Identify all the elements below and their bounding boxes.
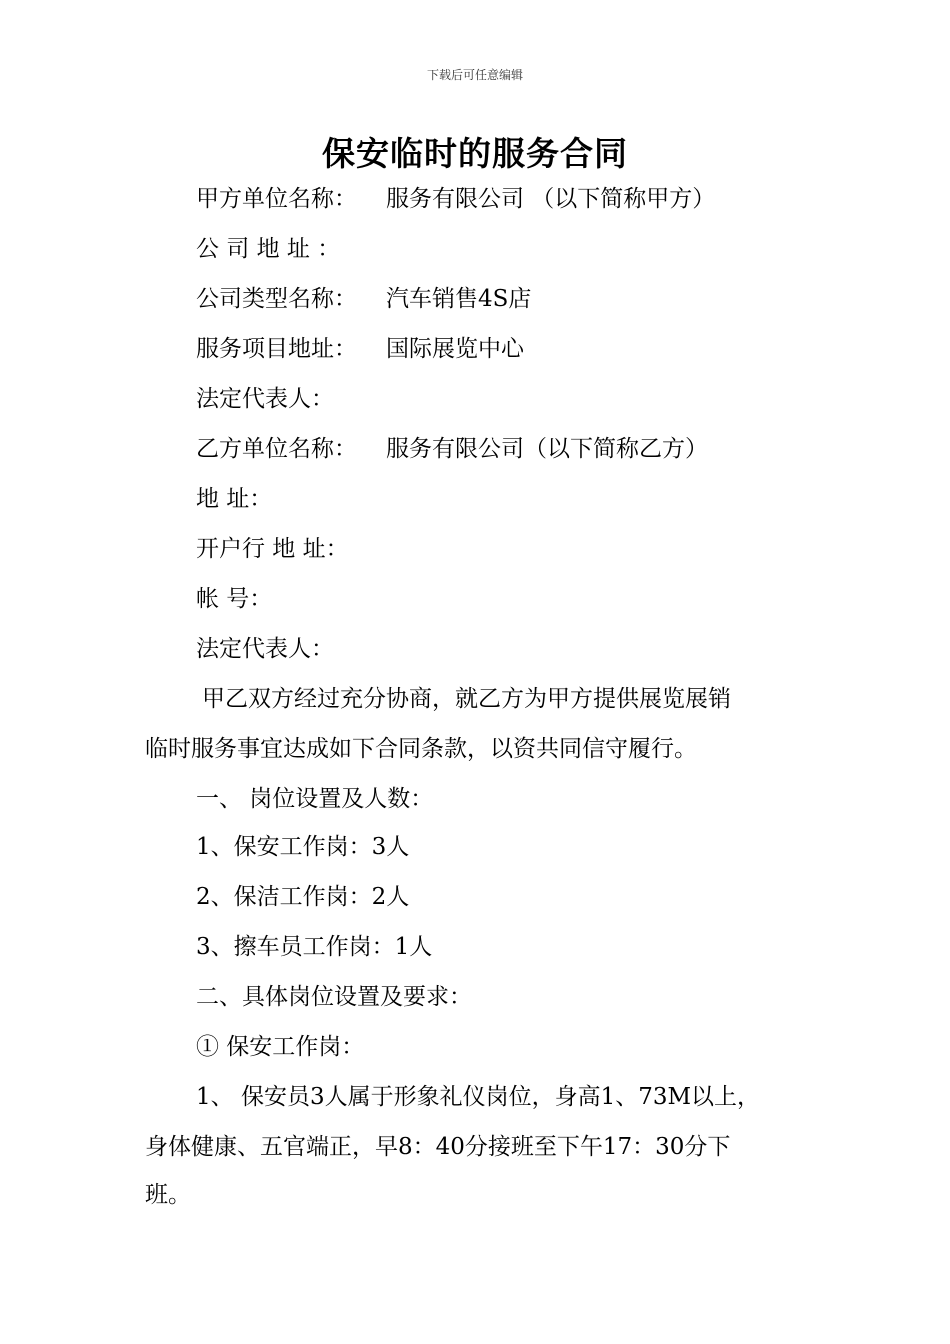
section-2-sub-heading: ① 保安工作岗： bbox=[196, 1034, 365, 1060]
party-b-account-row bbox=[196, 584, 272, 614]
party-a-legal-rep-label: 法定代表人： bbox=[196, 386, 334, 412]
party-a-name-row bbox=[196, 184, 715, 214]
section-1-item-3: 3、擦车员工作岗：1人 bbox=[196, 934, 433, 960]
party-a-name-label: 甲方单位名称： bbox=[196, 186, 357, 212]
party-b-legal-rep-row bbox=[196, 634, 334, 664]
party-a-name-value: 服务有限公司 （以下简称甲方） bbox=[386, 186, 716, 212]
party-a-type-value: 汽车销售4S店 bbox=[386, 286, 532, 312]
section-1-heading: 一、 岗位设置及人数： bbox=[196, 786, 434, 812]
party-a-project-address-row bbox=[196, 334, 524, 364]
party-b-name-row bbox=[196, 434, 708, 464]
section-2-paragraph-line-1: 1、 保安员3人属于形象礼仪岗位，身高1、73M以上， bbox=[196, 1084, 761, 1110]
party-b-name-label: 乙方单位名称： bbox=[196, 436, 357, 462]
section-2-paragraph-line-2: 身体健康、五官端正，早8：40分接班至下午17：30分下 bbox=[145, 1134, 731, 1160]
party-b-address-label: 地 址： bbox=[196, 486, 273, 512]
section-2-heading: 二、具体岗位设置及要求： bbox=[196, 984, 472, 1010]
party-a-project-address-value: 国际展览中心 bbox=[386, 336, 524, 362]
party-b-bank-address-label: 开户行 地 址： bbox=[196, 536, 349, 562]
section-1-item-1: 1、保安工作岗：3人 bbox=[196, 834, 410, 860]
section-2-paragraph-line-3: 班。 bbox=[145, 1182, 191, 1208]
party-b-bank-address-row bbox=[196, 534, 349, 564]
party-b-name-value: 服务有限公司（以下简称乙方） bbox=[386, 436, 708, 462]
preamble-line-1: 甲乙双方经过充分协商，就乙方为甲方提供展览展销 bbox=[202, 686, 731, 712]
party-a-address-label: 公 司 地 址 ： bbox=[196, 236, 341, 262]
party-a-address-row bbox=[196, 234, 340, 264]
document-title: 保安临时的服务合同 bbox=[322, 134, 628, 173]
party-b-account-label: 帐 号： bbox=[196, 586, 273, 612]
party-b-legal-rep-label: 法定代表人： bbox=[196, 636, 334, 662]
party-a-type-row bbox=[196, 284, 531, 314]
party-a-legal-rep-row bbox=[196, 384, 334, 414]
header-note: 下载后可任意编辑 bbox=[426, 68, 523, 82]
party-a-project-address-label: 服务项目地址： bbox=[196, 336, 357, 362]
preamble-line-2: 临时服务事宜达成如下合同条款，以资共同信守履行。 bbox=[145, 736, 697, 762]
section-1-item-2: 2、保洁工作岗：2人 bbox=[196, 884, 410, 910]
party-b-address-row bbox=[196, 484, 272, 514]
party-a-type-label: 公司类型名称： bbox=[196, 286, 357, 312]
